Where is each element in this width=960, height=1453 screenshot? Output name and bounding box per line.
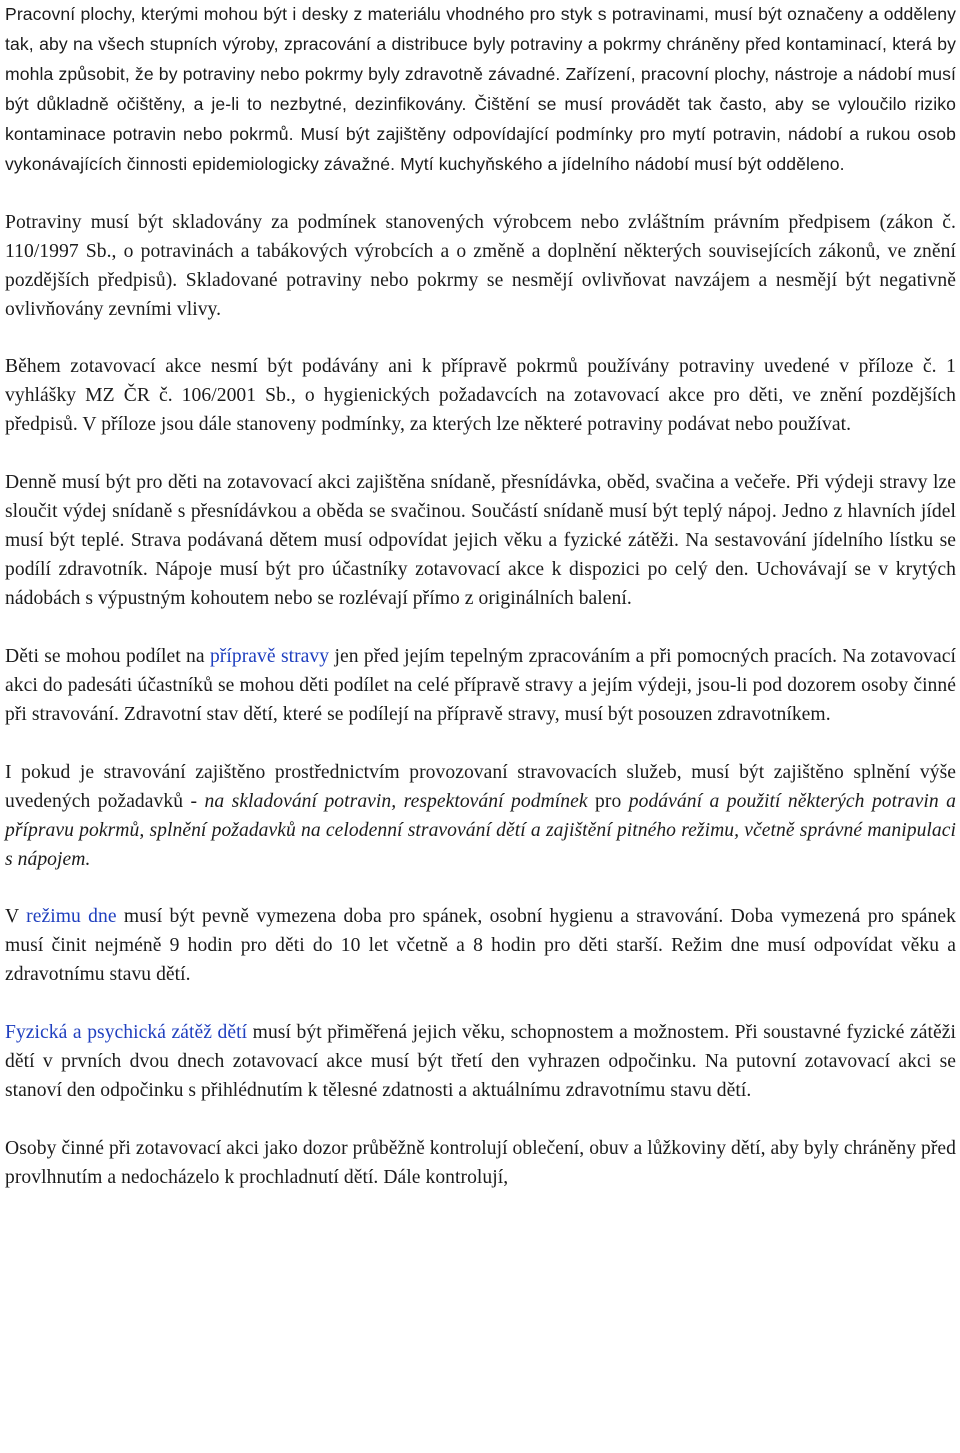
paragraph-5 (5, 643, 956, 730)
paragraph-text: Zařízení, pracovní plochy, nástroje a nádobí musí být důkladně očištěny, a je-li to nezbytné, dezinfikovány. Čištění se musí provádět tak často, aby se vyloučilo riziko kontaminace potravin nebo pokrmů. Musí být zajištěny odpovídající podmínky pro mytí potravin, nádobí a rukou osob vykonávajících činnosti epidemiologicky závažné. Mytí kuchyňského a jídelního nádobí musí být odděleno. (5, 63, 956, 174)
paragraph-8 (5, 1019, 956, 1106)
paragraph-text: Pracovní plochy, kterými mohou být i desky z materiálu vhodného pro styk s potravinami, musí být označeny a odděleny tak, aby na všech stupních výroby, zpracování a distribuce byly potraviny a pokrmy chráněny před kontaminací, která by mohla způsobit, že by potraviny nebo pokrmy byly zdravotně závadné. (5, 4, 956, 84)
hyperlink-text[interactable]: přípravě stravy (209, 645, 330, 667)
italic-text: na skladování potravin, respektování podmínek (204, 790, 588, 812)
paragraph-text: Během zotavovací akce nesmí být podávány ani k přípravě pokrmů používány potraviny uvedené v příloze č. 1 vyhlášky MZ ČR č. 106/2001 Sb., o hygienických požadavcích na zotavovací akce pro děti, ve znění pozdějších předpisů. V příloze jsou dále stanoveny podmínky, za kterých lze některé potraviny podávat nebo používat. (5, 356, 956, 436)
paragraph-text: pro (587, 790, 629, 812)
document-body (5, 0, 956, 1193)
paragraph-6 (5, 759, 956, 875)
document-page (5, 0, 956, 1222)
paragraph-text: I pokud je stravování zajištěno prostřednictvím provozovaní stravovacích služeb, musí být zajištěno splnění výše uvedených požadavků - (5, 761, 956, 812)
paragraph-4 (5, 469, 956, 614)
paragraph-text: Potraviny musí být skladovány za podmínek stanovených výrobcem nebo zvláštním právním předpisem (zákon č. 110/1997 Sb., o potravinách a tabákových výrobcích a o změně a doplnění některých souvisejících zákonů, ve znění pozdějších předpisů). Skladované potraviny nebo pokrmy se nesmějí ovlivňovat navzájem a nesmějí být negativně ovlivňovány zevními vlivy. (5, 211, 956, 320)
paragraph-9 (5, 1135, 956, 1193)
paragraph-text: musí být přiměřená jejich věku, schopnostem a možnostem. Při soustavné fyzické zátěži dětí v prvních dvou dnech zotavovací akce musí být třetí den vyhrazen odpočinku. Na putovní zotavovací akci se stanoví den odpočinku s přihlédnutím k tělesné zdatnosti a aktuálnímu zdravotnímu stavu dětí. (5, 1022, 957, 1102)
paragraph-text: Osoby činné při zotavovací akci jako dozor průběžně kontrolují oblečení, obuv a lůžkoviny dětí, aby byly chráněny před provlhnutím a nedocházelo k prochladnutí dětí. Dále kontrolují, (5, 1138, 957, 1188)
paragraph-7 (5, 903, 956, 990)
italic-text: podávání a použití některých potravin a přípravu pokrmů, splnění požadavků na celodenní stravování dětí a zajištění pitného režimu, včetně správné manipulaci s nápojem. (5, 790, 957, 870)
paragraph-text: jen před jejím tepelným zpracováním a při pomocných pracích. Na zotavovací akci do padesáti účastníků se mohou děti podílet na celé přípravě stravy a jejím výdeji, jsou-li pod dozorem osoby činné při stravování. Zdravotní stav dětí, které se podílejí na přípravě stravy, musí být posouzen zdravotníkem. (5, 645, 957, 725)
hyperlink-text[interactable]: Fyzická a psychická zátěž dětí (5, 1022, 248, 1044)
paragraph-text: Děti se mohou podílet na (5, 645, 210, 667)
paragraph-3 (5, 353, 956, 440)
paragraph-text: musí být pevně vymezena doba pro spánek, osobní hygienu a stravování. Doba vymezená pro spánek musí činit nejméně 9 hodin pro děti do 10 let včetně a 8 hodin pro děti starší. Režim dne musí odpovídat věku a zdravotnímu stavu dětí. (5, 906, 956, 986)
paragraph-text: V (5, 906, 27, 928)
hyperlink-text[interactable]: režimu dne (26, 906, 117, 928)
paragraph-1 (5, 0, 956, 180)
paragraph-2 (5, 209, 956, 325)
paragraph-text: Denně musí být pro děti na zotavovací akci zajištěna snídaně, přesnídávka, oběd, svačina a večeře. Při výdeji stravy lze sloučit výdej snídaně s přesnídávkou a oběda se svačinou. Součástí snídaně musí být teplý nápoj. Jedno z hlavních jídel musí být teplé. Strava podávaná dětem musí odpovídat jejich věku a fyzické zátěži. Na sestavování jídelního lístku se podílí zdravotník. Nápoje musí být pro účastníky zotavovací akce k dispozici po celý den. Uchovávají se v krytých nádobách s výpustným kohoutem nebo se rozlévají přímo z originálních balení. (5, 472, 956, 610)
